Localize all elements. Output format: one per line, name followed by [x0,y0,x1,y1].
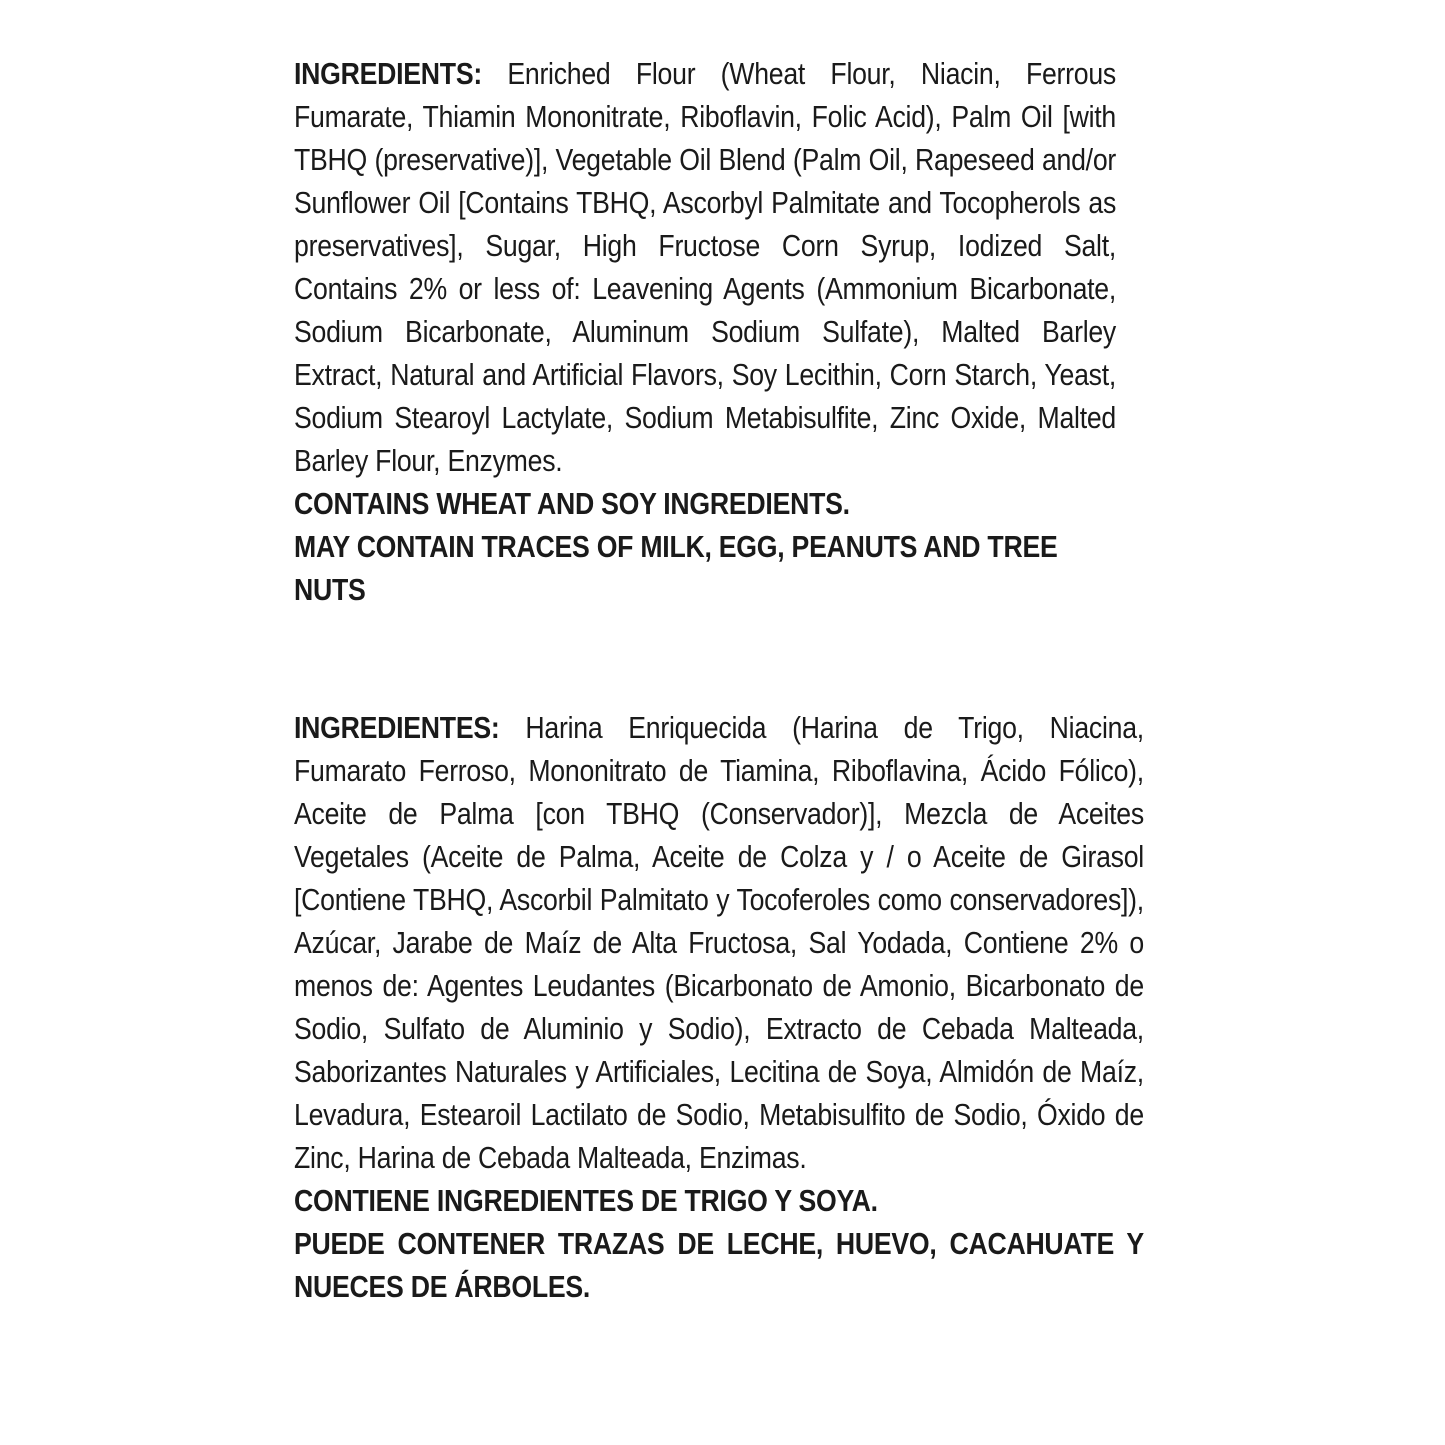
english-may-contain-statement: MAY CONTAIN TRACES OF MILK, EGG, PEANUTS AND TREE NUTS [294,529,1058,607]
english-ingredients-paragraph [294,52,1116,482]
english-contains-statement: CONTAINS WHEAT AND SOY INGREDIENTS. [294,486,850,521]
spanish-may-contain-statement: PUEDE CONTENER TRAZAS DE LECHE, HUEVO, CACAHUATE Y NUECES DE ÁRBOLES. [294,1226,1144,1304]
english-ingredients-heading: INGREDIENTS: [294,56,482,91]
spanish-ingredients-text: Harina Enriquecida (Harina de Trigo, Niacina, Fumarato Ferroso, Mononitrato de Tiamina, Riboflavina, Ácido Fólico), Aceite de Palma [con TBHQ (Conservador)], Mezcla de Aceites Vegetales (Aceite de Palma, Aceite de Colza y / o Aceite de Girasol [Contiene TBHQ, Ascorbil Palmitato y Tocoferoles como conservadores]), Azúcar, Jarabe de Maíz de Alta Fructosa, Sal Yodada, Contiene 2% o menos de: Agentes Leudantes (Bicarbonato de Amonio, Bicarbonato de Sodio, Sulfato de Aluminio y Sodio), Extracto de Cebada Malteada, Saborizantes Naturales y Artificiales, Lecitina de Soya, Almidón de Maíz, Levadura, Estearoil Lactilato de Sodio, Metabisulfito de Sodio, Óxido de Zinc, Harina de Cebada Malteada, Enzimas. [294,710,1144,1175]
spanish-ingredients-paragraph [294,706,1144,1179]
spanish-ingredients-block [294,706,1146,1308]
english-ingredients-text: Enriched Flour (Wheat Flour, Niacin, Ferrous Fumarate, Thiamin Mononitrate, Riboflavin, Folic Acid), Palm Oil [with TBHQ (preservative)], Vegetable Oil Blend (Palm Oil, Rapeseed and/or Sunflower Oil [Contains TBHQ, Ascorbyl Palmitate and Tocopherols as preservatives], Sugar, High Fructose Corn Syrup, Iodized Salt, Contains 2% or less of: Leavening Agents (Ammonium Bicarbonate, Sodium Bicarbonate, Aluminum Sodium Sulfate), Malted Barley Extract, Natural and Artificial Flavors, Soy Lecithin, Corn Starch, Yeast, Sodium Stearoyl Lactylate, Sodium Metabisulfite, Zinc Oxide, Malted Barley Flour, Enzymes. [294,56,1117,478]
spanish-ingredients-heading: INGREDIENTES: [294,710,500,745]
english-ingredients-block [294,52,1118,611]
spanish-contains-statement: CONTIENE INGREDIENTES DE TRIGO Y SOYA. [294,1183,878,1218]
